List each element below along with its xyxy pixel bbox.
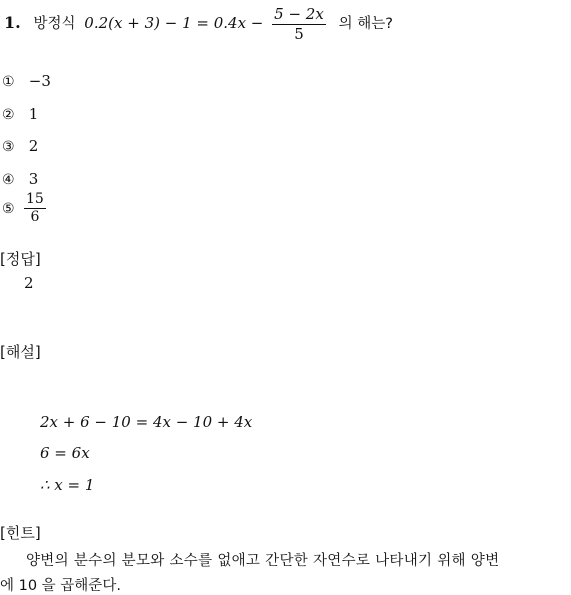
choice-4[interactable] bbox=[2, 170, 38, 188]
choice-value: 1 bbox=[28, 105, 39, 123]
question-equation: 0.2(x + 3) − 1 = 0.4x − bbox=[84, 14, 264, 32]
question-line bbox=[4, 6, 393, 42]
choice-2[interactable] bbox=[2, 105, 38, 123]
choice-value: 3 bbox=[28, 170, 39, 188]
fraction-numerator: 15 bbox=[26, 191, 44, 207]
explanation-line-1: 2x + 6 − 10 = 4x − 10 + 4x bbox=[40, 413, 253, 431]
choice-marker: ① bbox=[2, 74, 15, 90]
explanation-line-2: 6 = 6x bbox=[40, 444, 90, 462]
fraction-denominator: 6 bbox=[30, 209, 40, 226]
choice-marker: ③ bbox=[2, 139, 15, 155]
choice-marker: ② bbox=[2, 107, 15, 123]
choice-value: 2 bbox=[28, 137, 39, 155]
question-prefix: 방정식 bbox=[33, 16, 76, 32]
fraction-numerator: 5 − 2x bbox=[274, 5, 324, 23]
choice-marker: ④ bbox=[2, 172, 15, 188]
answer-label: [정답] bbox=[0, 250, 41, 268]
hint-line-1: 양변의 분수의 분모와 소수를 없애고 간단한 자연수로 나타내기 위해 양변 bbox=[26, 553, 500, 569]
fraction-denominator: 5 bbox=[294, 24, 304, 43]
explanation-line-3: ∴ x = 1 bbox=[40, 476, 95, 494]
explanation-label: [해설] bbox=[0, 343, 41, 361]
choice-3[interactable] bbox=[2, 137, 38, 155]
hint-line-2: 에 10 을 곱해준다. bbox=[0, 578, 121, 594]
choice-1[interactable] bbox=[2, 72, 51, 90]
choice-5[interactable] bbox=[2, 192, 46, 226]
hint-label: [힌트] bbox=[0, 524, 41, 542]
choice-fraction bbox=[24, 192, 46, 226]
question-fraction bbox=[272, 6, 326, 42]
choice-marker: ⑤ bbox=[2, 200, 15, 217]
question-suffix: 의 해는? bbox=[338, 16, 393, 32]
choice-value: −3 bbox=[28, 72, 51, 90]
question-number: 1. bbox=[4, 13, 21, 32]
answer-value: 2 bbox=[24, 274, 34, 292]
